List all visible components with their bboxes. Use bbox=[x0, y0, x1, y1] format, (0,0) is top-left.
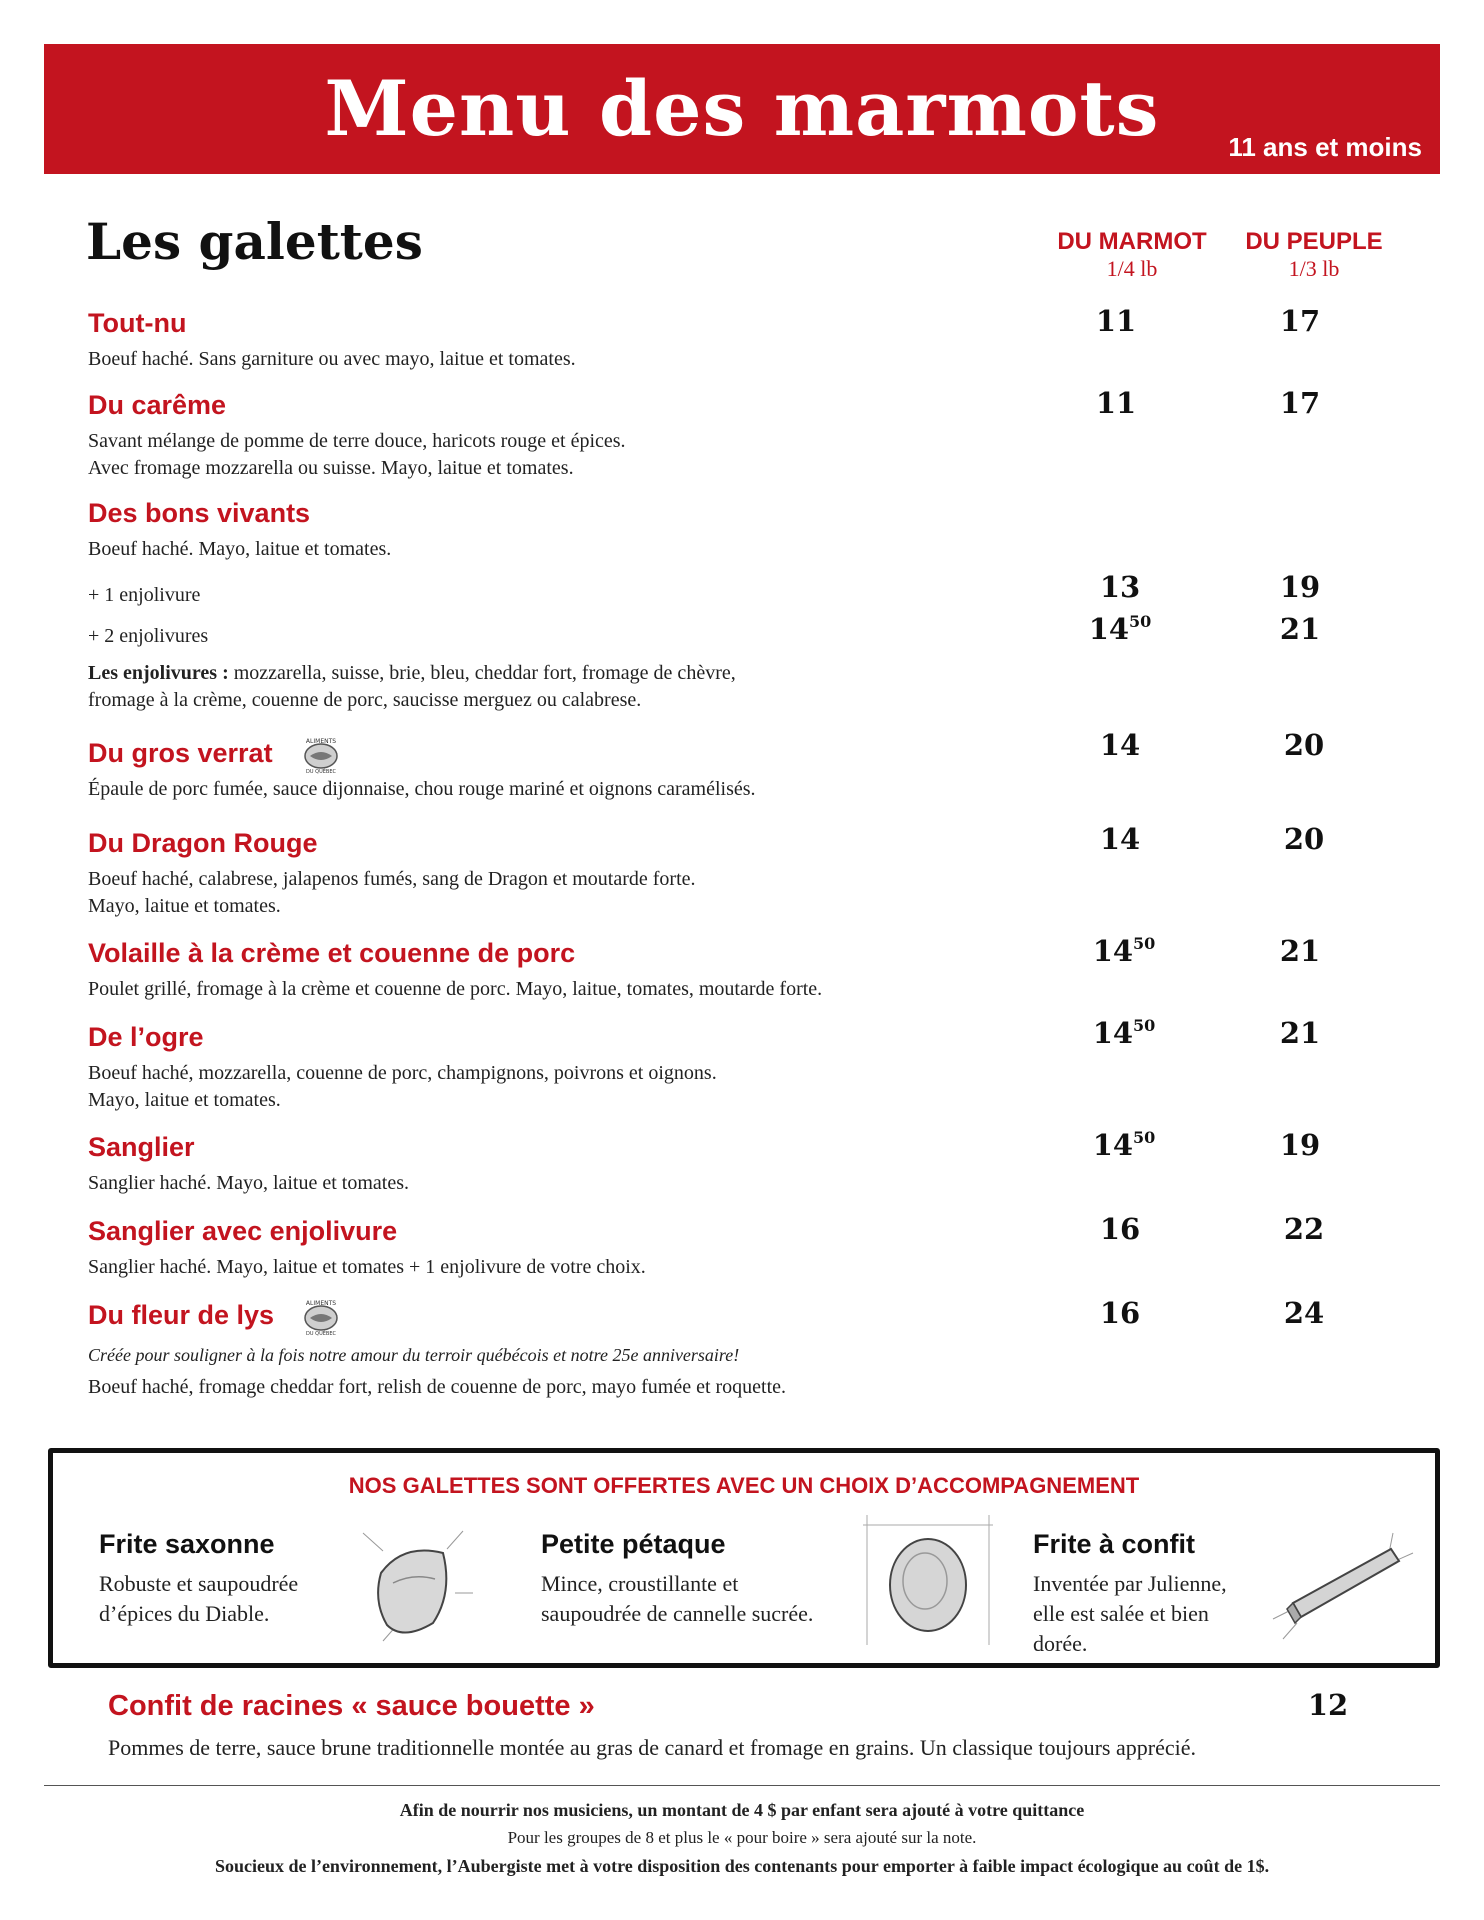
sides-box bbox=[48, 1448, 1440, 1668]
price-marmot: 16 bbox=[1099, 1296, 1141, 1330]
price-peuple: 22 bbox=[1283, 1212, 1325, 1246]
item-desc: Boeuf haché. Mayo, laitue et tomates. bbox=[88, 538, 392, 560]
section-title: Les galettes bbox=[86, 212, 423, 271]
price-peuple: 20 bbox=[1283, 822, 1325, 856]
price-marmot: 16 bbox=[1099, 1212, 1141, 1246]
enjolivures-list-cont: fromage à la crème, couenne de porc, saucisse merguez ou calabrese. bbox=[88, 689, 642, 711]
item-desc: Mayo, laitue et tomates. bbox=[88, 895, 281, 917]
item-note: Créée pour souligner à la fois notre amour du terroir québécois et notre 25e anniversaire! bbox=[88, 1345, 740, 1365]
price-dollars: 14 bbox=[1088, 612, 1130, 646]
price-cents: 50 bbox=[1133, 1128, 1156, 1147]
confit-fry-sketch-icon bbox=[1263, 1523, 1423, 1643]
price-cents: 50 bbox=[1133, 934, 1156, 953]
price-marmot: 14 bbox=[1099, 728, 1141, 762]
aliments-du-quebec-logo bbox=[292, 734, 350, 774]
price-peuple: 20 bbox=[1283, 728, 1325, 762]
price-marmot: 13 bbox=[1099, 570, 1141, 604]
item-desc: Pommes de terre, sauce brune traditionnelle montée au gras de canard et fromage en grains. Un classique toujours apprécié. bbox=[108, 1735, 1196, 1760]
column-size: 1/3 lb bbox=[1288, 256, 1340, 281]
price-dollars: 14 bbox=[1092, 1016, 1134, 1050]
price-peuple: 21 bbox=[1279, 612, 1321, 646]
price-peuple: 19 bbox=[1279, 1128, 1321, 1162]
price-marmot: 11 bbox=[1095, 304, 1137, 338]
item-desc: Boeuf haché, fromage cheddar fort, relish de couenne de porc, mayo fumée et roquette. bbox=[88, 1376, 787, 1398]
column-size: 1/4 lb bbox=[1106, 256, 1158, 281]
item-name-ogre: De l’ogre bbox=[88, 1022, 204, 1052]
column-title: DU MARMOT bbox=[1057, 228, 1207, 255]
price-dollars: 14 bbox=[1092, 934, 1134, 968]
price-peuple: 19 bbox=[1279, 570, 1321, 604]
item-name-bons-vivants: Des bons vivants bbox=[88, 498, 311, 528]
side-desc: Mince, croustillante et bbox=[541, 1571, 739, 1596]
price-cents: 50 bbox=[1133, 1016, 1156, 1035]
side-desc: d’épices du Diable. bbox=[99, 1601, 270, 1626]
item-name-careme: Du carême bbox=[88, 390, 227, 420]
footer-environment-note: Soucieux de l’environnement, l’Aubergiste met à votre disposition des contenants pour emporter à faible impact écologique au coût de 1$. bbox=[214, 1856, 1270, 1876]
item-desc: Avec fromage mozzarella ou suisse. Mayo, laitue et tomates. bbox=[88, 457, 574, 479]
column-title: DU PEUPLE bbox=[1245, 228, 1383, 255]
column-header-peuple bbox=[1214, 228, 1414, 282]
menu-title: Menu des marmots bbox=[324, 64, 1160, 153]
price-marmot bbox=[1074, 1016, 1174, 1050]
item-desc: Mayo, laitue et tomates. bbox=[88, 1089, 281, 1111]
item-desc: Boeuf haché, calabrese, jalapenos fumés, sang de Dragon et moutarde forte. bbox=[88, 868, 696, 890]
side-name-confit: Frite à confit bbox=[1033, 1529, 1196, 1559]
logo-text-top: ALIMENTS bbox=[305, 738, 337, 745]
item-desc: Sanglier haché. Mayo, laitue et tomates + 1 enjolivure de votre choix. bbox=[88, 1256, 646, 1278]
item-name-dragon-rouge: Du Dragon Rouge bbox=[88, 828, 318, 858]
item-name-volaille: Volaille à la crème et couenne de porc bbox=[88, 938, 576, 968]
price-confit-racines: 12 bbox=[1307, 1688, 1349, 1722]
footer-tip-note: Pour les groupes de 8 et plus le « pour boire » sera ajouté sur la note. bbox=[507, 1828, 977, 1847]
petaque-chip-sketch-icon bbox=[853, 1505, 1003, 1655]
item-desc: Savant mélange de pomme de terre douce, haricots rouge et épices. bbox=[88, 430, 626, 452]
enjolivures-text: mozzarella, suisse, brie, bleu, cheddar fort, fromage de chèvre, bbox=[228, 662, 736, 684]
aliments-du-quebec-logo bbox=[292, 1296, 350, 1336]
enjolivures-label: Les enjolivures : bbox=[88, 662, 229, 684]
item-name-sanglier-enjolivure: Sanglier avec enjolivure bbox=[88, 1216, 398, 1246]
price-marmot bbox=[1074, 1128, 1174, 1162]
item-desc: Boeuf haché, mozzarella, couenne de porc, champignons, poivrons et oignons. bbox=[88, 1062, 717, 1084]
price-marmot: 11 bbox=[1095, 386, 1137, 420]
logo-text-top: ALIMENTS bbox=[305, 1300, 337, 1307]
price-marmot: 14 bbox=[1099, 822, 1141, 856]
option-one-enjolivure: + 1 enjolivure bbox=[88, 584, 201, 606]
header-banner bbox=[44, 44, 1440, 174]
side-name-petaque: Petite pétaque bbox=[541, 1529, 726, 1559]
price-dollars: 14 bbox=[1092, 1128, 1134, 1162]
price-peuple: 24 bbox=[1283, 1296, 1325, 1330]
side-desc: Inventée par Julienne, bbox=[1033, 1571, 1227, 1596]
item-desc: Sanglier haché. Mayo, laitue et tomates. bbox=[88, 1172, 410, 1194]
price-marmot bbox=[1070, 612, 1170, 646]
item-desc: Boeuf haché. Sans garniture ou avec mayo, laitue et tomates. bbox=[88, 348, 576, 370]
item-name-confit-racines: Confit de racines « sauce bouette » bbox=[108, 1690, 595, 1722]
item-name-tout-nu: Tout-nu bbox=[88, 308, 187, 338]
saxonne-fry-sketch-icon bbox=[343, 1513, 483, 1653]
side-desc: Robuste et saupoudrée bbox=[99, 1571, 299, 1596]
side-desc: dorée. bbox=[1033, 1631, 1088, 1656]
price-marmot bbox=[1074, 934, 1174, 968]
price-peuple: 21 bbox=[1279, 1016, 1321, 1050]
side-name-saxonne: Frite saxonne bbox=[99, 1529, 275, 1559]
sides-heading: NOS GALETTES SONT OFFERTES AVEC UN CHOIX D’ACCOMPAGNEMENT bbox=[348, 1473, 1140, 1498]
enjolivures-list bbox=[88, 660, 736, 687]
price-peuple: 17 bbox=[1279, 304, 1321, 338]
item-name-sanglier: Sanglier bbox=[88, 1132, 195, 1162]
age-note: 11 ans et moins bbox=[1228, 132, 1422, 162]
price-cents: 50 bbox=[1129, 612, 1152, 631]
divider bbox=[44, 1785, 1440, 1786]
option-two-enjolivures: + 2 enjolivures bbox=[88, 625, 209, 647]
price-peuple: 17 bbox=[1279, 386, 1321, 420]
side-desc: saupoudrée de cannelle sucrée. bbox=[541, 1601, 814, 1626]
price-peuple: 21 bbox=[1279, 934, 1321, 968]
logo-text-bottom: DU QUÉBEC bbox=[306, 1331, 336, 1336]
logo-text-bottom: DU QUÉBEC bbox=[306, 769, 336, 774]
column-header-marmot bbox=[1032, 228, 1232, 282]
footer-musicians-note: Afin de nourrir nos musiciens, un montant de 4 $ par enfant sera ajouté à votre quittance bbox=[399, 1800, 1085, 1820]
item-name-gros-verrat: Du gros verrat bbox=[88, 738, 273, 768]
item-name-fleur-de-lys: Du fleur de lys bbox=[88, 1300, 275, 1330]
item-desc: Poulet grillé, fromage à la crème et couenne de porc. Mayo, laitue, tomates, moutarde forte. bbox=[88, 978, 823, 1000]
item-desc: Épaule de porc fumée, sauce dijonnaise, chou rouge mariné et oignons caramélisés. bbox=[88, 778, 756, 800]
side-desc: elle est salée et bien bbox=[1033, 1601, 1209, 1626]
